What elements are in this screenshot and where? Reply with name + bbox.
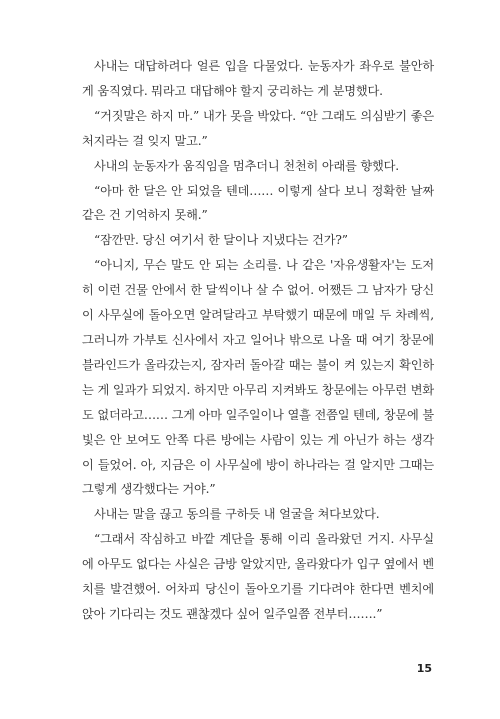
paragraph: “거짓말은 하지 마.” 내가 못을 박았다. “안 그래도 의심받기 좋은 처지라는 걸 잊지 말고.”: [82, 108, 434, 148]
page-number: 15: [416, 662, 432, 675]
paragraph: “아니지, 무슨 말도 안 되는 소리를. 나 같은 '자유생활자'는 도저히 이런 건물 안에서 한 달씩이나 살 수 없어. 어쨌든 그 남자가 당신이 사무실에 돌아오면 알려달라고 부탁했기 때문에 매일 두 차례씩, 그러니까 가부토 신사에서 자고 일어나 밖으로 나올 때 여기 창문에 블라인드가 올라갔는지, 잠자러 돌아갈 때는 불이 켜 있는지 확인하는 게 일과가 되었지. 하지만 아무리 지켜봐도 창문에는 아무런 변화도 없더라고…… 그게 아마 일주일이나 열흘 전쯤일 텐데, 창문에 불빛은 안 보여도 안쪽 다른 방에는 사람이 있는 게 아닌가 하는 생각이 들었어. 아, 지금은 이 사무실에 방이 하나라는 걸 알지만 그때는 그렇게 생각했다는 거야.”: [82, 258, 434, 497]
paragraph: 사내는 말을 끊고 동의를 구하듯 내 얼굴을 쳐다보았다.: [94, 507, 380, 522]
body-text: [82, 54, 434, 627]
paragraph: 사내의 눈동자가 움직임을 멈추더니 천천히 아래를 향했다.: [94, 158, 400, 173]
paragraph: “잠깐만. 당신 여기서 한 달이나 지냈다는 건가?”: [94, 233, 348, 248]
paragraph: “아마 한 달은 안 되었을 텐데…… 이렇게 살다 보니 정확한 날짜 같은 건 기억하지 못해.”: [82, 183, 434, 223]
paragraph: “그래서 작심하고 바깥 계단을 통해 이리 올라왔던 거지. 사무실에 아무도 없다는 사실은 금방 알았지만, 올라왔다가 입구 옆에서 벤치를 발견했어. 어차피 당신이 돌아오기를 기다려야 한다면 벤치에 앉아 기다리는 것도 괜찮겠다 싶어 일주일쯤 전부터…….”: [82, 532, 434, 621]
paragraph: 사내는 대답하려다 얼른 입을 다물었다. 눈동자가 좌우로 불안하게 움직였다. 뭐라고 대답해야 할지 궁리하는 게 분명했다.: [82, 59, 434, 98]
